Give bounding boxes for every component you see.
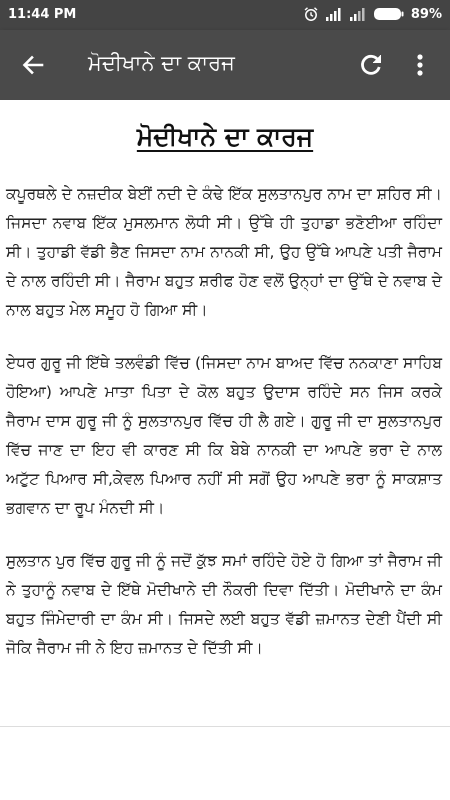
alarm-icon — [303, 6, 319, 22]
article-paragraph: ਸੁਲਤਾਨ ਪੁਰ ਵਿੱਚ ਗੁਰੂ ਜੀ ਨੂੰ ਜਦੋਂ ਕੁੱਝ ਸਮਾਂ ਰਹਿੰਦੇ ਹੋਏ ਹੋ ਗਿਆ ਤਾਂ ਜੈਰਾਮ ਜੀ ਨੇ ਤੁਹਾਨੂੰ ਨਵਾਬ ਦੇ ਇੱਥੇ ਮੋਦੀਖਾਨੇ ਦੀ ਨੌਕਰੀ ਦਿਵਾ ਦਿੱਤੀ। ਮੋਦੀਖਾਨੇ ਦਾ ਕੰਮ ਬਹੁਤ ਜਿੰਮੇਦਾਰੀ ਦਾ ਕੰਮ ਸੀ। ਜਿਸਦੇ ਲਈ ਬਹੁਤ ਵੱਡੀ ਜ਼ਮਾਨਤ ਦੇਣੀ ਪੈਂਦੀ ਸੀ ਜੋਕਿ ਜੈਰਾਮ ਜੀ ਨੇ ਇਹ ਜ਼ਮਾਨਤ ਦੇ ਦਿੱਤੀ ਸੀ। — [6, 552, 442, 657]
refresh-icon[interactable] — [356, 50, 386, 80]
article-view[interactable] — [0, 100, 450, 726]
article-heading-text: ਮੋਦੀਖਾਨੇ ਦਾ ਕਾਰਜ — [136, 122, 314, 151]
article-paragraph: ਕਪੂਰਥਲੇ ਦੇ ਨਜ਼ਦੀਕ ਬੇਈਂ ਨਦੀ ਦੇ ਕੰਢੇ ਇੱਕ ਸੁਲਤਾਨਪੁਰ ਨਾਮ ਦਾ ਸ਼ਹਿਰ ਸੀ। ਜਿਸਦਾ ਨਵਾਬ ਇੱਕ ਮੁਸਲਮਾਨ ਲੋਧੀ ਸੀ। ਉੱਥੇ ਹੀ ਤੁਹਾਡਾ ਭਣੋਈਆ ਰਹਿੰਦਾ ਸੀ। ਤੁਹਾਡੀ ਵੱਡੀ ਭੈਣ ਜਿਸਦਾ ਨਾਮ ਨਾਨਕੀ ਸੀ, ਉਹ ਉੱਥੇ ਆਪਣੇ ਪਤੀ ਜੈਰਾਮ ਦੇ ਨਾਲ ਰਹਿੰਦੀ ਸੀ। ਜੈਰਾਮ ਬਹੁਤ ਸ਼ਰੀਫ ਹੋਣ ਵਲੋਂ ਉਨ੍ਹਾਂ ਦਾ ਉੱਥੇ ਦੇ ਨਵਾਬ ਦੇ ਨਾਲ ਬਹੁਤ ਮੇਲ ਸਮੂਹ ਹੋ ਗਿਆ ਸੀ। — [6, 185, 442, 319]
bottom-area — [0, 727, 450, 800]
status-icons — [303, 6, 442, 22]
app-bar — [0, 30, 450, 100]
signal-icon — [349, 6, 367, 22]
signal-icon — [325, 6, 343, 22]
back-arrow-icon[interactable] — [18, 50, 48, 80]
battery-percentage: 89% — [410, 6, 442, 22]
status-bar — [0, 0, 450, 30]
status-time: 11:44 PM — [8, 7, 77, 22]
battery-icon — [373, 6, 405, 22]
article-paragraph: ਏਧਰ ਗੁਰੂ ਜੀ ਇੱਥੇ ਤਲਵੰਡੀ ਵਿੱਚ (ਜਿਸਦਾ ਨਾਮ ਬਾਅਦ ਵਿੱਚ ਨਨਕਾਣਾ ਸਾਹਿਬ ਹੋਇਆ) ਆਪਣੇ ਮਾਤਾ ਪਿਤਾ ਦੇ ਕੋਲ ਬਹੁਤ ਉਦਾਸ ਰਹਿੰਦੇ ਸਨ ਜਿਸ ਕਰਕੇ ਜੈਰਾਮ ਦਾਸ ਗੁਰੂ ਜੀ ਨੂੰ ਸੁਲਤਾਨਪੁਰ ਵਿੱਚ ਹੀ ਲੈ ਗਏ। ਗੁਰੂ ਜੀ ਦਾ ਸੁਲਤਾਨਪੁਰ ਵਿੱਚ ਜਾਣ ਦਾ ਇਹ ਵੀ ਕਾਰਣ ਸੀ ਕਿ ਬੇਬੇ ਨਾਨਕੀ ਦਾ ਆਪਣੇ ਭਰਾ ਦੇ ਨਾਲ ਅਟੁੱਟ ਪਿਆਰ ਸੀ,ਕੇਵਲ ਪਿਆਰ ਨਹੀਂ ਸੀ ਸਗੋਂ ਉਹ ਆਪਣੇ ਭਰਾ ਨੂੰ ਸਾਕਸ਼ਾਤ ਭਗਵਾਨ ਦਾ ਰੂਪ ਮੰਨਦੀ ਸੀ। — [6, 354, 442, 517]
article-body — [6, 180, 442, 687]
article-heading — [0, 122, 450, 152]
app-bar-title: ਮੋਦੀਖਾਨੇ ਦਾ ਕਾਰਜ — [88, 51, 235, 75]
more-vert-icon[interactable] — [410, 50, 430, 80]
